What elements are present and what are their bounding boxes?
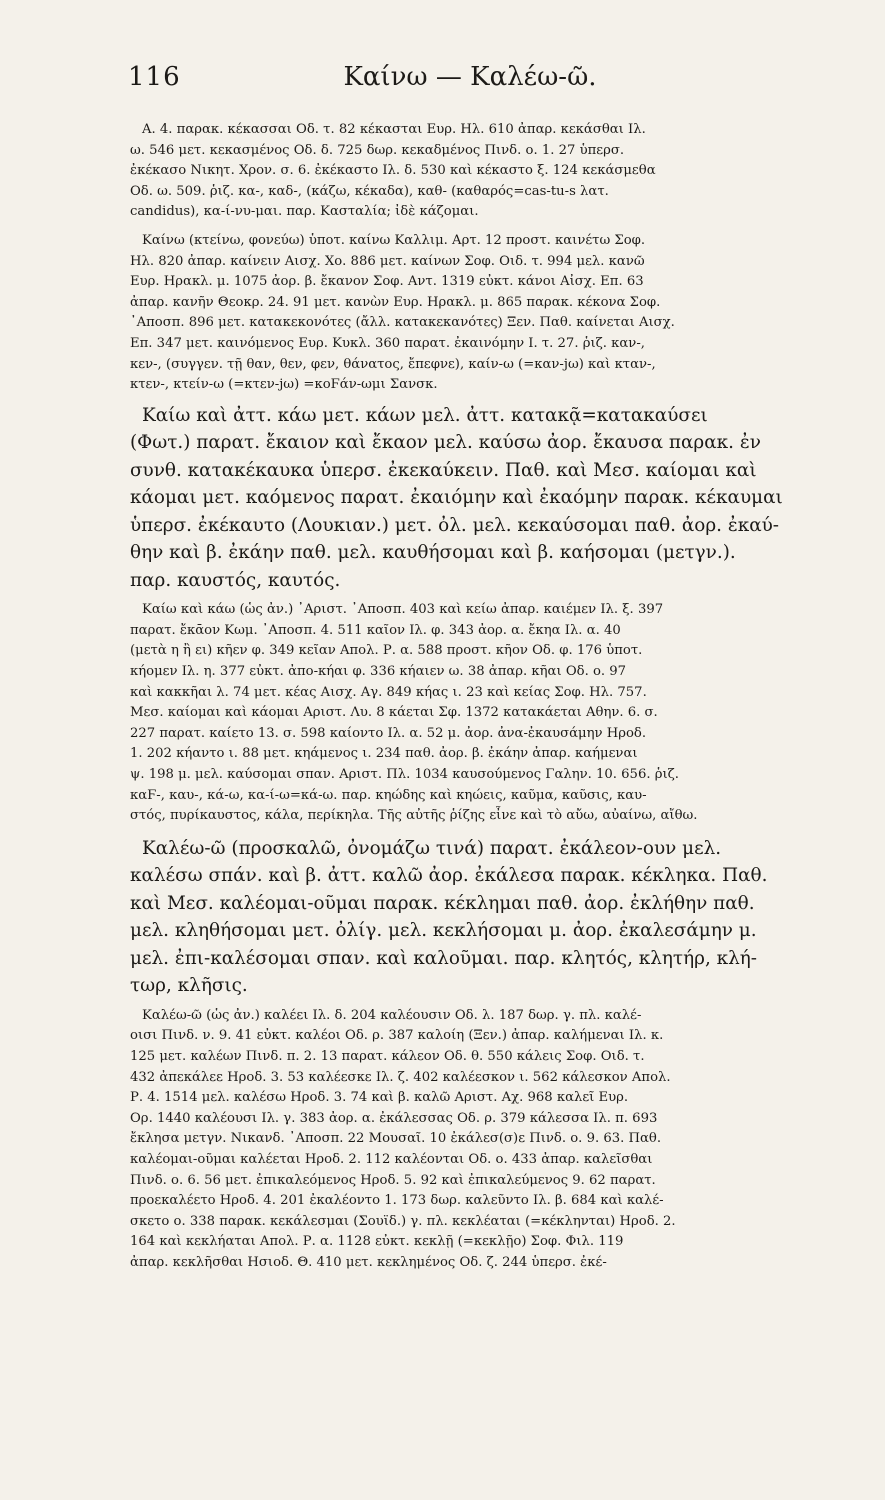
page-number: 116	[128, 62, 181, 92]
text-line: τωρ, κλῆσις.	[130, 975, 248, 997]
text-line: Α. 4. παρακ. κέκασσαι Οδ. τ. 82 κέκασται Ευρ. Ηλ. 610 ἀπαρ. κεκάσθαι Ιλ.	[142, 122, 646, 137]
text-line: Καίνω (κτείνω, φονεύω) ὑποτ. καίνω Καλλιμ. Αρτ. 12 προστ. καινέτω Σοφ.	[142, 232, 646, 248]
text-line: κτεν-, κτείν-ω (=κτεν-jω) =κοϜάν-ωμι Σανσκ.	[130, 377, 438, 393]
text-line: καλέσω σπάν. καὶ β. ἀττ. καλῶ ἀορ. ἐκάλεσα παρακ. κέκληκα. Παθ.	[130, 865, 768, 887]
text-line: καὶ Μεσ. καλέομαι-οῦμαι παρακ. κέκλημαι παθ. ἀορ. ἐκλήθην παθ.	[130, 892, 755, 914]
text-line: Καίω καὶ κάω (ὡς ἀν.) ᾿Αριστ. ᾿Αποσπ. 403 καὶ κείω ἀπαρ. καιέμεν Ιλ. ξ. 397	[142, 602, 664, 618]
text-line: ὑπερσ. ἐκέκαυτο (Λουκιαν.) μετ. ὀλ. μελ. κεκαύσομαι παθ. ἀορ. ἐκαύ-	[130, 514, 780, 536]
page-title: Καίνω — Καλέω-ῶ.	[343, 62, 597, 92]
text-line: παρατ. ἔκᾱον Κωμ. ᾿Αποσπ. 4. 511 καῖον Ιλ. φ. 343 ἀορ. α. ἔκηα Ιλ. α. 40	[130, 622, 621, 638]
text-line: ἀπαρ. κεκλῆσθαι Ησιοδ. Θ. 410 μετ. κεκλημένος Οδ. ζ. 244 ὑπερσ. ἐκέ-	[130, 1254, 607, 1270]
text-line: Ηλ. 820 ἀπαρ. καίνειν Αισχ. Χο. 886 μετ. καίνων Σοφ. Οιδ. τ. 994 μελ. κανῶ	[130, 253, 645, 269]
text-line: 1. 202 κήαντο ι. 88 μετ. κηάμενος ι. 234 παθ. ἀορ. β. ἐκάην ἀπαρ. καήμεναι	[130, 746, 638, 762]
text-line: Ευρ. Ηρακλ. μ. 1075 ἀορ. β. ἔκανον Σοφ. Αντ. 1319 εὐκτ. κάνοι Αἰσχ. Επ. 63	[130, 274, 644, 290]
text-line: ἔκλησα μετγν. Νικανδ. ᾿Αποσπ. 22 Μουσαῖ. 10 ἐκάλεσ(σ)ε Πινδ. ο. 9. 63. Παθ.	[130, 1131, 662, 1147]
text-line: ἀπαρ. κανῆν Θεοκρ. 24. 91 μετ. κανὼν Ευρ. Ηρακλ. μ. 865 παρακ. κέκονα Σοφ.	[130, 294, 661, 310]
text-line: καὶ κακκῆαι λ. 74 μετ. κέας Αισχ. Αγ. 849 κήας ι. 23 καὶ κείας Σοφ. Ηλ. 757.	[130, 684, 647, 700]
text-line: Καλέω-ῶ (ὡς ἀν.) καλέει Ιλ. δ. 204 καλέουσιν Οδ. λ. 187 δωρ. γ. πλ. καλέ-	[142, 1007, 642, 1023]
text-line: ω. 546 μετ. κεκασμένος Οδ. δ. 725 δωρ. κεκαδμένος Πινδ. ο. 1. 27 ὑπερσ.	[130, 142, 625, 158]
entry-block-kaio-main	[130, 402, 842, 595]
text-line: κεν-, (συγγεν. τῇ θαν, θεν, φεν, θάνατος, ἔπεφνε), καίν-ω (=καν-jω) καὶ κταν-,	[130, 356, 656, 372]
text-line: Μεσ. καίομαι καὶ κάομαι Αριστ. Λυ. 8 κάεται Σφ. 1372 κατακάεται Αθην. 6. σ.	[130, 705, 658, 721]
entry-block-kaino	[130, 231, 842, 396]
text-line: παρ. καυστός, καυτός.	[130, 569, 341, 591]
entry-block-kaio-forms	[130, 600, 842, 827]
text-line: καλέομαι-οῦμαι καλέεται Ηροδ. 2. 112 καλέονται Οδ. ο. 433 ἀπαρ. καλεῖσθαι	[130, 1151, 653, 1167]
text-line: ψ. 198 μ. μελ. καύσομαι σπαν. Αριστ. Πλ. 1034 καυσούμενος Γαλην. 10. 656. ῥιζ.	[130, 766, 679, 782]
text-line: Καίω καὶ ἀττ. κάω μετ. κάων μελ. ἀττ. κατακᾷ=κατακαύσει	[142, 404, 708, 426]
entry-block-kekasmai-forms	[130, 120, 842, 223]
text-line: 164 καὶ κεκλήαται Απολ. Ρ. α. 1128 εὐκτ. κεκλῇ (=κεκλῇο) Σοφ. Φιλ. 119	[130, 1234, 624, 1250]
entry-block-kaleo-forms	[130, 1006, 842, 1274]
text-line: Επ. 347 μετ. καινόμενος Ευρ. Κυκλ. 360 παρατ. ἐκαινόμην Ι. τ. 27. ῥιζ. καν-,	[130, 335, 645, 351]
text-line: ᾿Αποσπ. 896 μετ. κατακεκονότες (ἄλλ. κατακεκανότες) Ξεν. Παθ. καίνεται Αισχ.	[130, 315, 675, 331]
text-line: Πινδ. ο. 6. 56 μετ. ἐπικαλεόμενος Ηροδ. 5. 92 καὶ ἐπικαλεύμενος 9. 62 παρατ.	[130, 1172, 656, 1188]
text-line: κάομαι μετ. καόμενος παρατ. ἐκαιόμην καὶ ἐκαόμην παρακ. κέκαυμαι	[130, 487, 783, 509]
text-line: Ρ. 4. 1514 μελ. καλέσω Ηροδ. 3. 74 καὶ β. καλῶ Αριστ. Αχ. 968 καλεῖ Ευρ.	[130, 1090, 629, 1106]
text-line: (Φωτ.) παρατ. ἔκαιον καὶ ἔκαον μελ. καύσω ἀορ. ἔκαυσα παρακ. ἐν	[130, 432, 761, 454]
text-line: κήομεν Ιλ. η. 377 εὐκτ. ἀπο-κήαι φ. 336 κήαιεν ω. 38 ἀπαρ. κῆαι Οδ. ο. 97	[130, 664, 627, 679]
text-line: 432 ἀπεκάλεε Ηροδ. 3. 53 καλέεσκε Ιλ. ζ. 402 καλέεσκον ι. 562 κάλεσκον Απολ.	[130, 1069, 671, 1085]
text-line: μελ. κληθήσομαι μετ. ὀλίγ. μελ. κεκλήσομαι μ. ἀορ. ἐκαλεσάμην μ.	[130, 920, 757, 942]
text-line: candidus), κα-ί-νυ-μαι. παρ. Κασταλία; ἰδὲ κάζομαι.	[130, 204, 479, 220]
text-line: 227 παρατ. καίετο 13. σ. 598 καίοντο Ιλ. α. 52 μ. ἀορ. ἀνα-ἐκαυσάμην Ηροδ.	[130, 725, 647, 741]
text-line: σκετο ο. 338 παρακ. κεκάλεσμαι (Σουϊδ.) γ. πλ. κεκλέαται (=κέκληνται) Ηροδ. 2.	[130, 1213, 676, 1229]
text-line: συνθ. κατακέκαυκα ὑπερσ. ἐκεκαύκειν. Παθ. καὶ Μεσ. καίομαι καὶ	[130, 459, 757, 481]
text-line: Οδ. ω. 509. ῥιζ. κα-, καδ-, (κάζω, κέκαδα), καθ- (καθαρός=cas-tu-s λατ.	[130, 183, 609, 199]
text-line: προεκαλέετο Ηροδ. 4. 201 ἐκαλέοντο 1. 173 δωρ. καλεῦντο Ιλ. β. 684 καὶ καλέ-	[130, 1193, 664, 1209]
entry-block-kaleo-main	[130, 835, 842, 1000]
text-line: οισι Πινδ. ν. 9. 41 εὐκτ. καλέοι Οδ. ρ. 387 καλοίη (Ξεν.) ἀπαρ. καλήμεναι Ιλ. κ.	[130, 1028, 664, 1044]
text-line: στός, πυρίκαυστος, κάλα, περίκηλα. Τῆς αὐτῆς ῥίζης εἶνε καὶ τὸ αὔω, αὐαίνω, αἴθω.	[130, 808, 698, 824]
text-line: (μετὰ η ἢ ει) κῆεν φ. 349 κεῖαν Απολ. Ρ. α. 588 προστ. κῆον Οδ. φ. 176 ὑποτ.	[130, 643, 643, 659]
text-line: θην καὶ β. ἐκάην παθ. μελ. καυθήσομαι καὶ β. καήσομαι (μετγν.).	[130, 542, 736, 564]
text-line: μελ. ἐπι-καλέσομαι σπαν. καὶ καλοῦμαι. παρ. κλητός, κλητήρ, κλή-	[130, 947, 758, 969]
text-line: Καλέω-ῶ (προσκαλῶ, ὀνομάζω τινά) παρατ. ἐκάλεον-ουν μελ.	[142, 837, 722, 859]
text-line: Ορ. 1440 καλέουσι Ιλ. γ. 383 ἀορ. α. ἐκάλεσσας Οδ. ρ. 379 κάλεσσα Ιλ. π. 693	[130, 1110, 658, 1126]
text-line: ἐκέκασο Νικητ. Χρον. σ. 6. ἐκέκαστο Ιλ. δ. 530 καὶ κέκαστο ξ. 124 κεκάσμεθα	[130, 163, 656, 179]
text-line: 125 μετ. καλέων Πινδ. π. 2. 13 παρατ. κάλεον Οδ. θ. 550 κάλεις Σοφ. Οιδ. τ.	[130, 1048, 645, 1064]
entries-container	[130, 120, 842, 1273]
text-line: καϜ-, καυ-, κά-ω, κα-ί-ω=κά-ω. παρ. κηώδης καὶ κηώεις, καῦμα, καῦσις, καυ-	[130, 787, 647, 803]
page-header	[0, 62, 885, 102]
